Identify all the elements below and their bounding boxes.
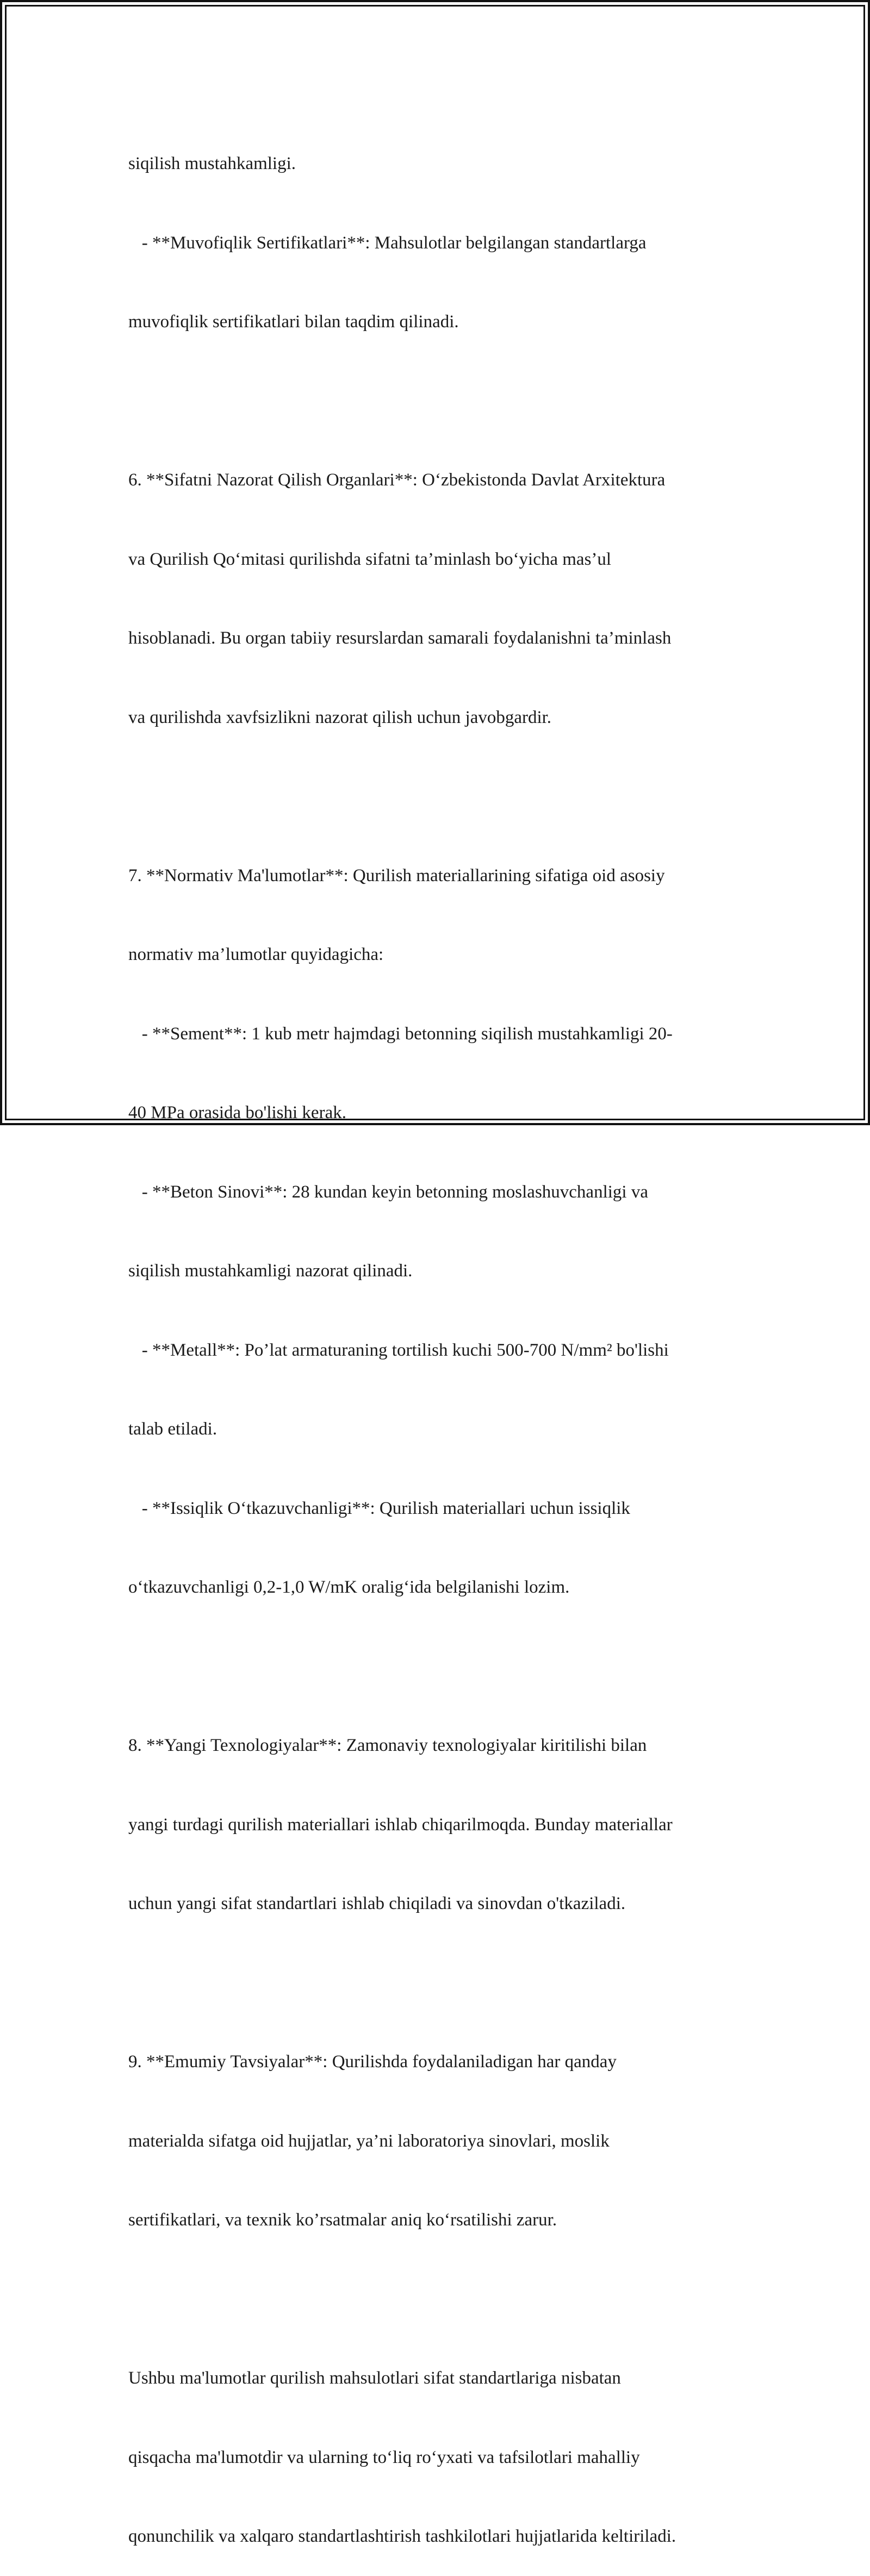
- text-line: 6. **Sifatni Nazorat Qilish Organlari**: O‘zbekistonda Davlat Arxitektura: [128, 470, 666, 490]
- text-line: materialda sifatga oid hujjatlar, ya’ni laboratoriya sinovlari, moslik: [128, 2131, 610, 2151]
- text-line: - **Beton Sinovi**: 28 kundan keyin betonning moslashuvchanligi va: [128, 1182, 648, 1202]
- blank-line: [128, 783, 743, 810]
- text-line: 8. **Yangi Texnologiyalar**: Zamonaviy texnologiyalar kiritilishi bilan: [128, 1736, 647, 1755]
- text-line: sertifikatlari, va texnik ko’rsatmalar aniq ko‘rsatilishi zarur.: [128, 2210, 557, 2230]
- text-line: talab etiladi.: [128, 1419, 217, 1439]
- text-line: muvofiqlik sertifikatlari bilan taqdim qilinadi.: [128, 312, 459, 332]
- text-line: uchun yangi sifat standartlari ishlab chiqiladi va sinovdan o'tkaziladi.: [128, 1894, 626, 1913]
- blank-line: [128, 2286, 743, 2313]
- text-line: yangi turdagi qurilish materiallari ishlab chiqarilmoqda. Bunday materiallar: [128, 1814, 673, 1835]
- text-line: va Qurilish Qo‘mitasi qurilishda sifatni ta’minlash bo‘yicha mas’ul: [128, 549, 612, 569]
- text-line: Ushbu ma'lumotlar qurilish mahsulotlari sifat standartlariga nisbatan: [128, 2368, 621, 2388]
- text-line: va qurilishda xavfsizlikni nazorat qilish uchun javobgardir.: [128, 707, 552, 727]
- text-line: 40 MPa orasida bo'lishi kerak.: [128, 1103, 346, 1122]
- text-line: hisoblanadi. Bu organ tabiiy resurslardan samarali foydalanishni ta’minlash: [128, 628, 672, 648]
- text-line: - **Metall**: Po’lat armaturaning tortilish kuchi 500-700 N/mm² bo'lishi: [128, 1340, 669, 1360]
- text-line: siqilish mustahkamligi.: [128, 154, 296, 173]
- text-line: normativ ma’lumotlar quyidagicha:: [128, 945, 384, 964]
- document-body: [128, 98, 743, 2576]
- text-line: - **Muvofiqlik Sertifikatlari**: Mahsulotlar belgilangan standartlarga: [128, 233, 647, 253]
- text-line: qisqacha ma'lumotdir va ularning to‘liq ro‘yxati va tafsilotlari mahalliy: [128, 2447, 640, 2467]
- text-line: siqilish mustahkamligi nazorat qilinadi.: [128, 1261, 413, 1281]
- blank-line: [128, 1654, 743, 1680]
- text-line: 9. **Emumiy Tavsiyalar**: Qurilishda foydalaniladigan har qanday: [128, 2052, 617, 2072]
- text-line: o‘tkazuvchanligi 0,2-1,0 W/mK oralig‘ida belgilanishi lozim.: [128, 1577, 570, 1597]
- text-line: - **Sement**: 1 kub metr hajmdagi betonning siqilish mustahkamligi 20-: [128, 1024, 673, 1044]
- text-line: 7. **Normativ Ma'lumotlar**: Qurilish materiallarining sifatiga oid asosiy: [128, 865, 665, 885]
- blank-line: [128, 1970, 743, 1997]
- blank-line: [128, 388, 743, 415]
- text-line: qonunchilik va xalqaro standartlashtirish tashkilotlari hujjatlarida keltiriladi.: [128, 2527, 676, 2546]
- text-line: - **Issiqlik O‘tkazuvchanligi**: Qurilish materiallari uchun issiqlik: [128, 1498, 630, 1518]
